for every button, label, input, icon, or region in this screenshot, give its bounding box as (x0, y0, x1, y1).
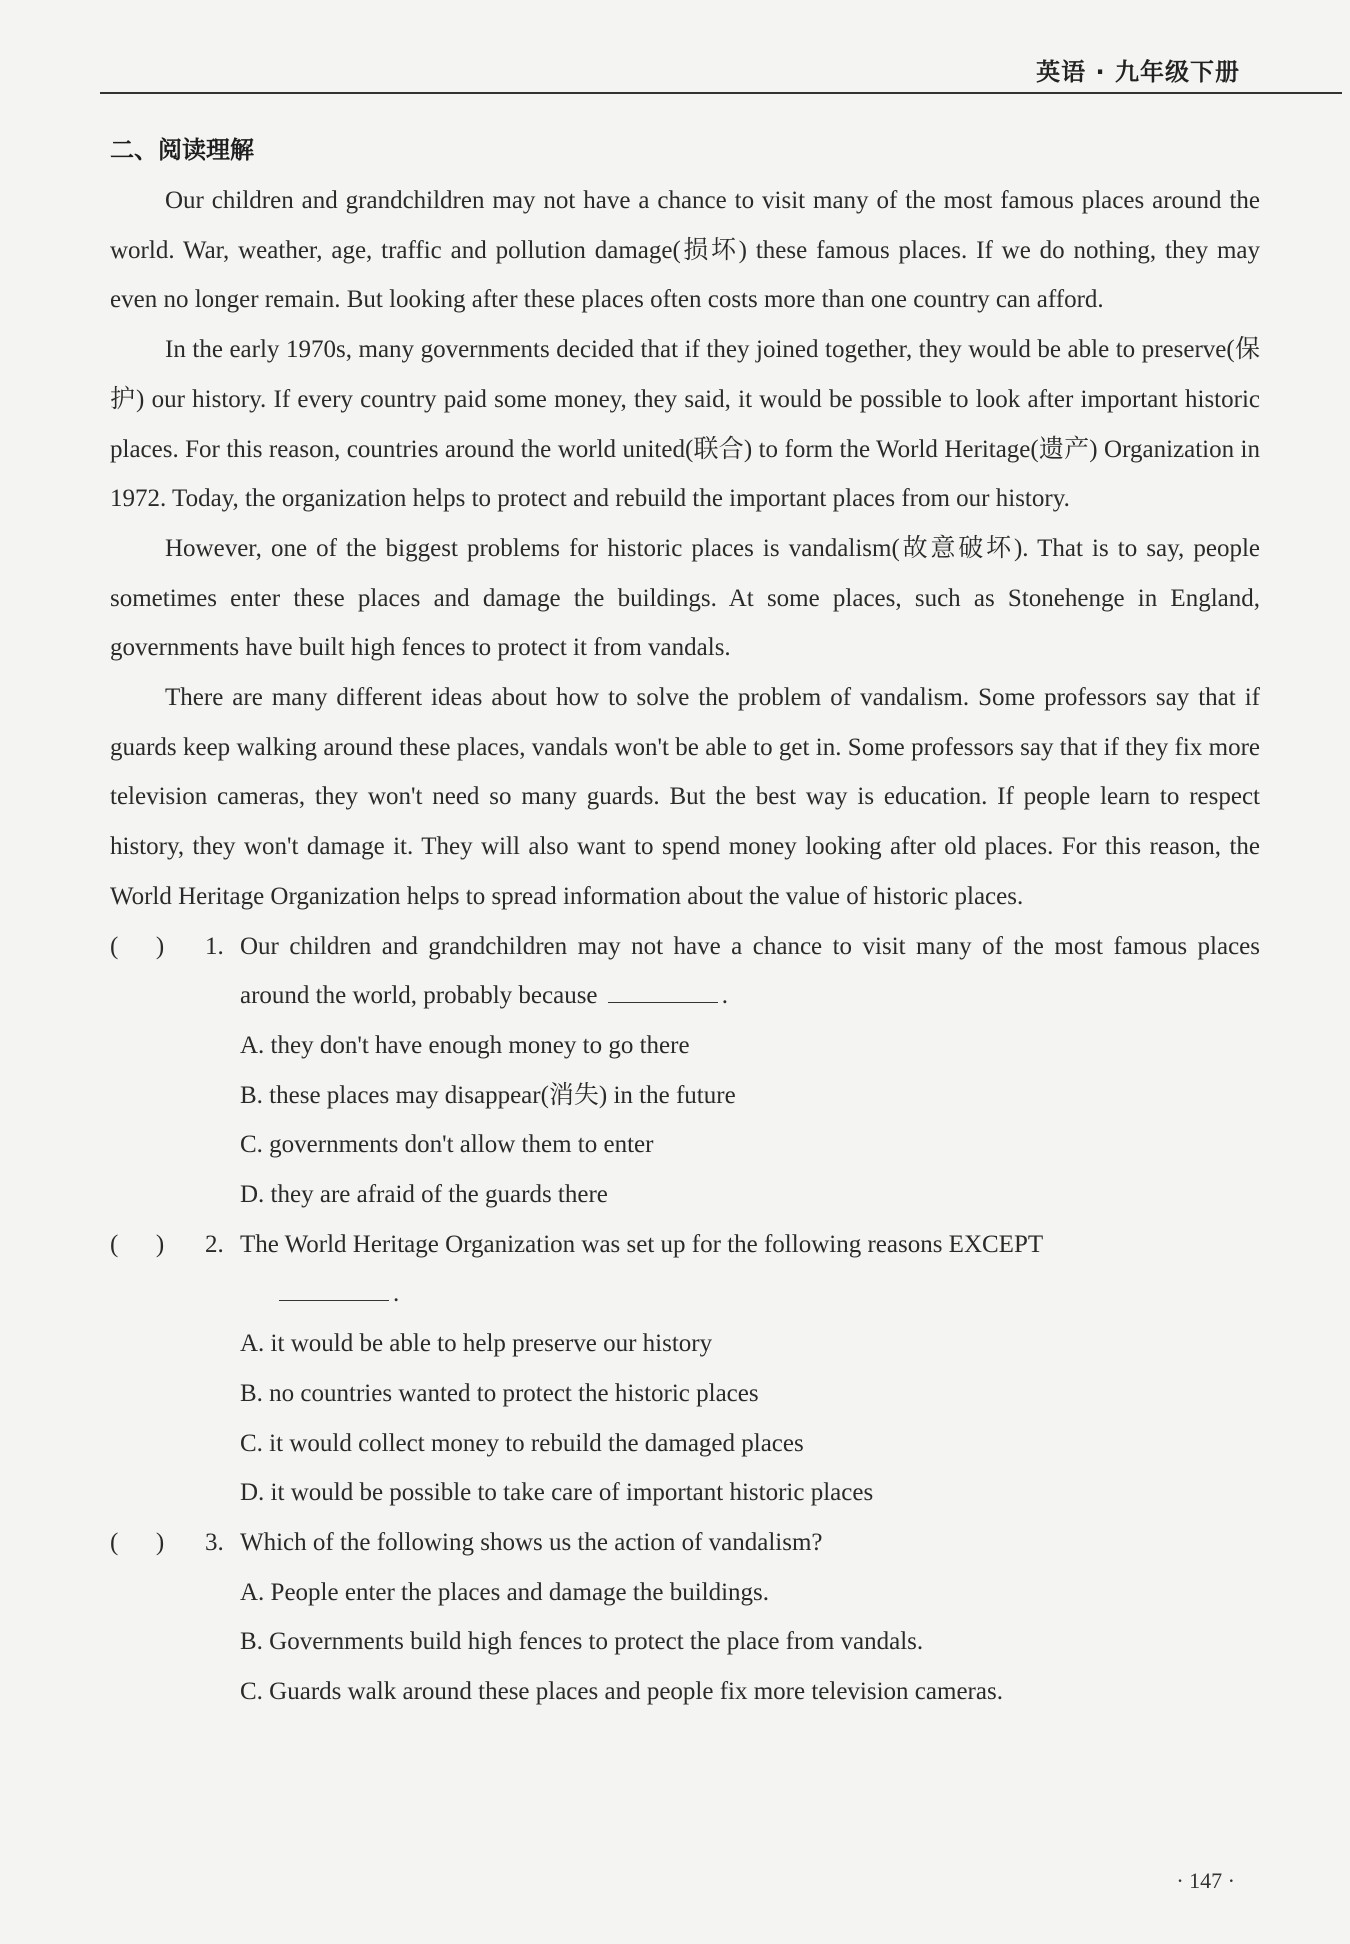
passage-paragraph: There are many different ideas about how to solve the problem of vandalism. Some professors say that if guards keep walking around these places, vandals won't be able to get in. Some professors say that if they fix more television cameras, they won't need so many guards. But the best way is education. If people learn to respect history, they won't damage it. They will also want to spend money looking after old places. For this reason, the World Heritage Organization helps to spread information about the value of historic places. (110, 684, 1260, 910)
option-d[interactable]: D. it would be possible to take care of important historic places (240, 1479, 874, 1507)
passage-paragraph: However, one of the biggest problems for historic places is vandalism(故意破坏). That is to say, people sometimes enter these places and damage the buildings. At some places, such as Stonehenge in England, governments have built high fences to protect it from vandals. (110, 534, 1260, 662)
answer-blank-line: . (110, 1269, 1260, 1319)
question-number: 3. (205, 1528, 224, 1556)
answer-bracket[interactable]: ( ) (110, 1528, 165, 1556)
option-b[interactable]: B. Governments build high fences to protect the place from vandals. (240, 1628, 924, 1656)
question-2 (110, 1220, 1260, 1518)
question-number: 2. (205, 1230, 224, 1258)
passage-paragraph: In the early 1970s, many governments decided that if they joined together, they would be able to preserve(保护) our history. If every country paid some money, they said, it would be possible to look after important historic places. For this reason, countries around the world united(联合) to form the World Heritage(遗产) Organization in 1972. Today, the organization helps to protect and rebuild the important places from our history. (110, 336, 1260, 513)
page-number: · 147 · (1176, 1868, 1235, 1893)
option-d[interactable]: D. they are afraid of the guards there (240, 1181, 608, 1209)
question-1 (110, 922, 1260, 1220)
question-number: 1. (205, 932, 224, 960)
option-a[interactable]: A. it would be able to help preserve our history (240, 1330, 713, 1358)
section-title: 二、阅读理解 (110, 136, 254, 164)
header-rule (100, 92, 1342, 94)
options-list (110, 1319, 1260, 1518)
question-stem: The World Heritage Organization was set up for the following reasons EXCEPT (240, 1230, 1044, 1258)
answer-blank[interactable] (608, 974, 718, 1003)
option-c[interactable]: C. governments don't allow them to enter (240, 1131, 654, 1159)
option-a[interactable]: A. they don't have enough money to go there (240, 1031, 690, 1059)
page-content (110, 132, 1260, 1717)
option-b[interactable]: B. these places may disappear(消失) in the future (240, 1081, 736, 1109)
answer-blank[interactable] (279, 1272, 389, 1301)
option-c[interactable]: C. it would collect money to rebuild the damaged places (240, 1429, 804, 1457)
passage-paragraph: Our children and grandchildren may not have a chance to visit many of the most famous places around the world. War, weather, age, traffic and pollution damage(损坏) these famous places. If we do nothing, they may even no longer remain. But looking after these places often costs more than one country can afford. (110, 187, 1260, 314)
option-a[interactable]: A. People enter the places and damage the buildings. (240, 1578, 770, 1606)
reading-passage (110, 176, 1260, 922)
answer-bracket[interactable]: ( ) (110, 1230, 165, 1258)
options-list (110, 1021, 1260, 1220)
options-list (110, 1568, 1260, 1717)
question-3 (110, 1518, 1260, 1717)
question-stem: Our children and grandchildren may not have a chance to visit many of the most famous places around the world, probably because . (240, 932, 1260, 1010)
option-b[interactable]: B. no countries wanted to protect the historic places (240, 1379, 759, 1407)
header-title: 英语 · 九年级下册 (1036, 58, 1240, 86)
question-stem: Which of the following shows us the action of vandalism? (240, 1528, 823, 1556)
option-c[interactable]: C. Guards walk around these places and people fix more television cameras. (240, 1678, 1003, 1706)
answer-bracket[interactable]: ( ) (110, 932, 165, 960)
